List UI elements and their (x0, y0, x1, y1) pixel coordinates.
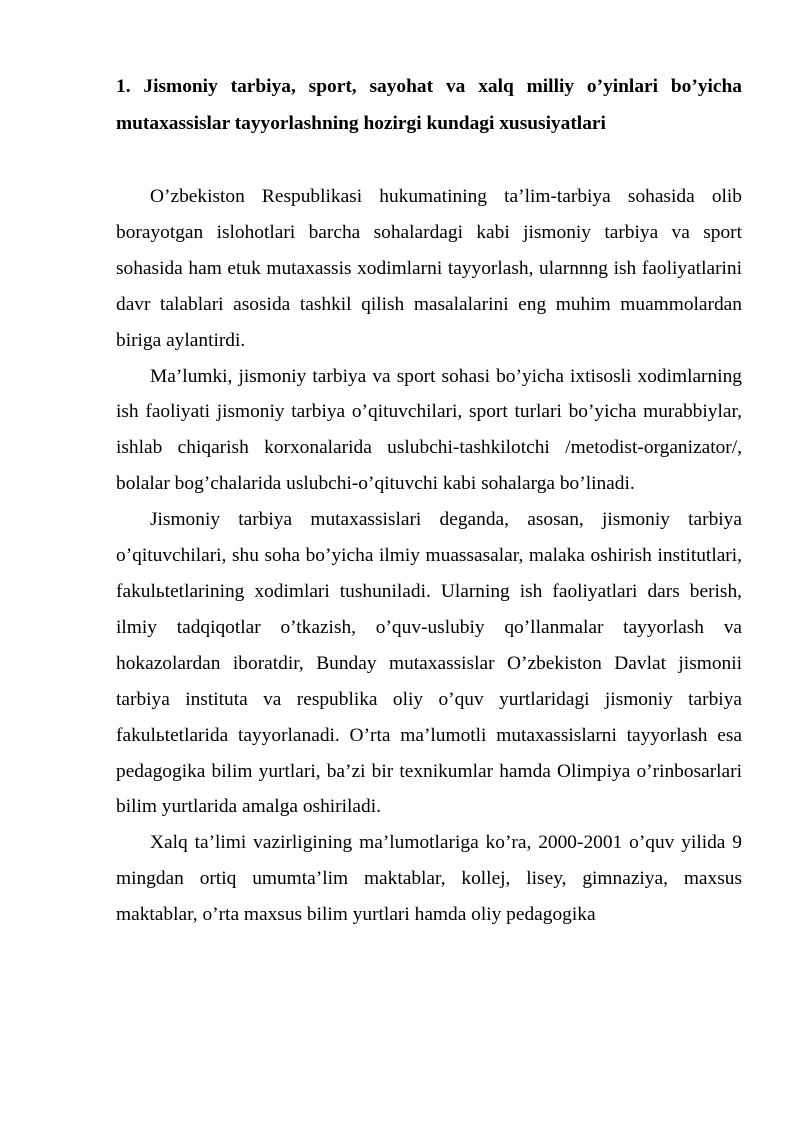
paragraph: Xalq ta’limi vazirligining ma’lumotlariga ko’ra, 2000-2001 o’quv yilida 9 mingdan ortiq umumta’lim maktablar, kollej, lisey, gimnaziya, maxsus maktablar, o’rta maxsus bilim yurtlari hamda oliy pedagogika (116, 832, 742, 926)
section-heading: 1. Jismoniy tarbiya, sport, sayohat va xalq milliy o’yinlari bo’yicha mutaxassislar tayyorlashning hozirgi kundagi xususiyatlari (116, 76, 742, 134)
paragraph: Jismoniy tarbiya mutaxassislari deganda, asosan, jismoniy tarbiya o’qituvchilari, shu soha bo’yicha ilmiy muassasalar, malaka oshirish institutlari, fakulьtetlarining xodimlari tushuniladi. Ularning ish faoliyatlari dars berish, ilmiy tadqiqotlar o’tkazish, o’quv-uslubiy qo’llanmalar tayyorlash va hokazolardan iboratdir, Bunday mutaxassislar O’zbekiston Davlat jismonii tarbiya instituta va respublika oliy o’quv yurtlaridagi jismoniy tarbiya fakulьtetlarida tayyorlanadi. O’rta ma’lumotli mutaxassislarni tayyorlash esa pedagogika bilim yurtlari, ba’zi bir texnikumlar hamda Olimpiya o’rinbosarlari bilim yurtlarida amalga oshiriladi. (116, 509, 742, 818)
paragraph: O’zbekiston Respublikasi hukumatining ta’lim-tarbiya sohasida olib borayotgan islohotlari barcha sohalardagi kabi jismoniy tarbiya va sport sohasida ham etuk mutaxassis xodimlarni tayyorlash, ularnnng ish faoliyatlarini davr talablari asosida tashkil qilish masalalarini eng muhim muammolardan biriga aylantirdi. (116, 186, 742, 351)
document-body (116, 68, 742, 933)
heading-spacer (116, 142, 742, 179)
paragraph: Ma’lumki, jismoniy tarbiya va sport sohasi bo’yicha ixtisosli xodimlarning ish faoliyati jismoniy tarbiya o’qituvchilari, sport turlari bo’yicha murabbiylar, ishlab chiqarish korxonalarida uslubchi-tashkilotchi /metodist-organizator/, bolalar bog’chalarida uslubchi-o’qituvchi kabi sohalarga bo’linadi. (116, 365, 742, 495)
